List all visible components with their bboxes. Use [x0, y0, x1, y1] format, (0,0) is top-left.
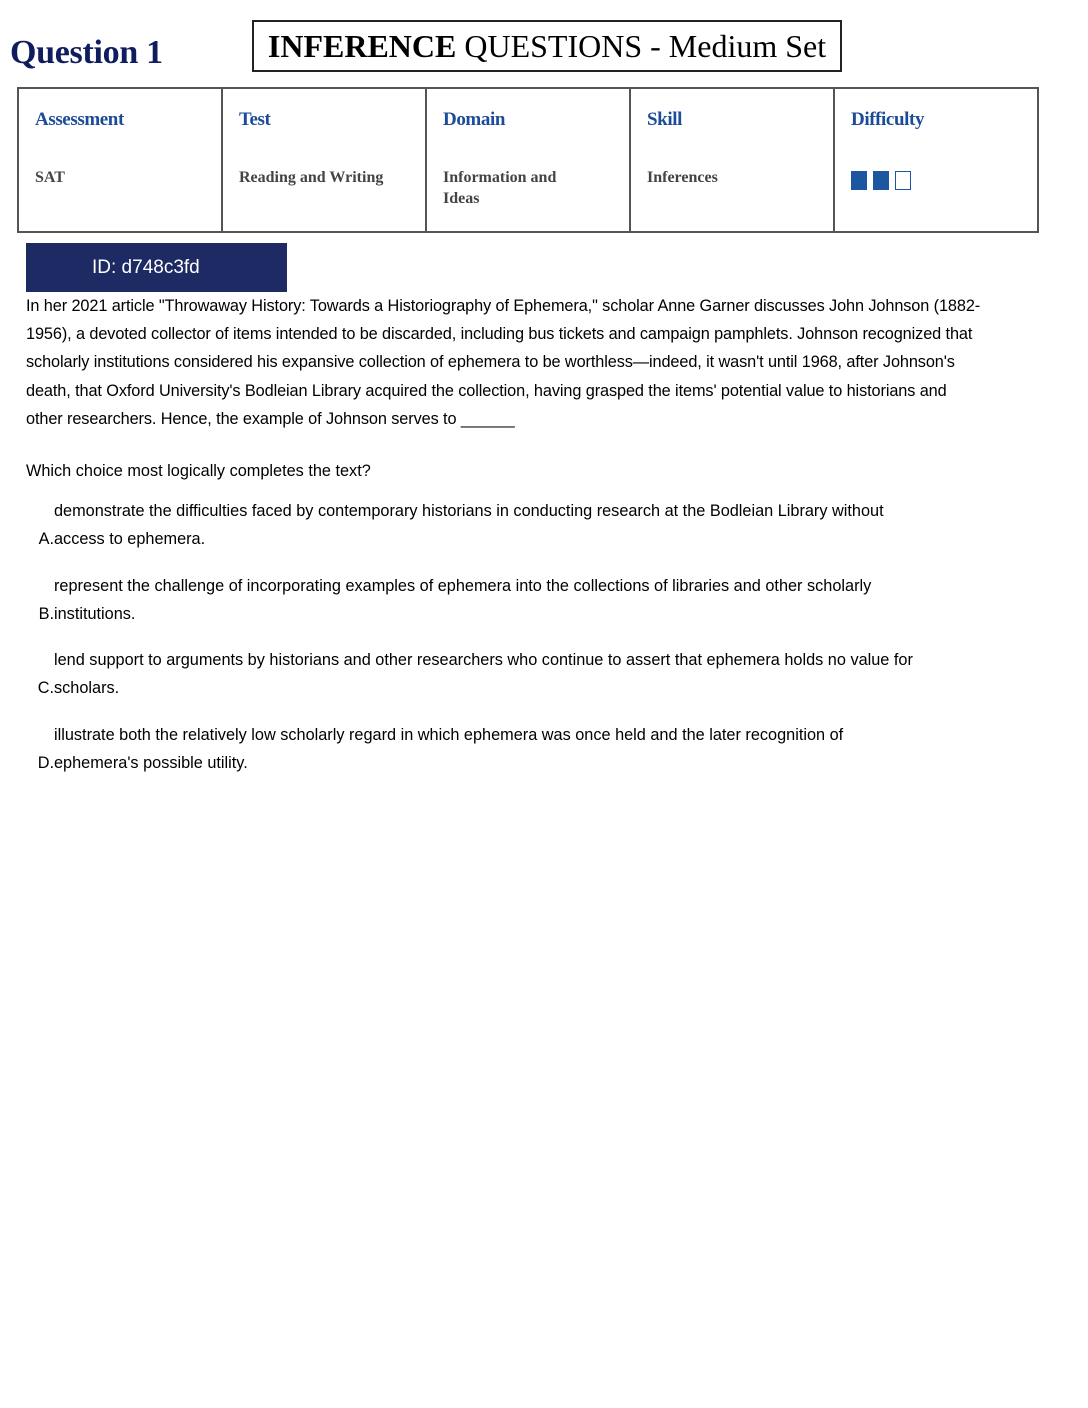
meta-cell-domain	[427, 89, 631, 231]
meta-head-domain: Domain	[443, 109, 505, 130]
choice-c-text-line1: lend support to arguments by historians and other researchers who continue to assert that ephemera holds no value for	[54, 651, 913, 669]
choice-d-text-line1: illustrate both the relatively low scholarly regard in which ephemera was once held and the later recognition of	[54, 726, 844, 744]
difficulty-block-empty	[895, 171, 911, 190]
choice-c[interactable]	[26, 646, 996, 702]
choice-b-text-line2: institutions.	[54, 605, 136, 623]
meta-cell-difficulty	[835, 89, 1037, 231]
set-title-bold: INFERENCE	[267, 28, 457, 64]
choice-b-letter: B.	[38, 605, 54, 623]
meta-head-skill: Skill	[647, 109, 682, 130]
meta-table	[17, 87, 1039, 233]
meta-cell-assessment	[19, 89, 223, 231]
meta-value-assessment: SAT	[35, 169, 65, 186]
choice-c-letter: C.	[37, 679, 54, 697]
meta-value-skill: Inferences	[647, 169, 718, 186]
meta-value-domain: Information and Ideas	[443, 169, 557, 207]
question-title: Question 1	[10, 34, 163, 71]
difficulty-block-filled	[851, 171, 867, 190]
choice-b[interactable]	[26, 572, 996, 628]
meta-head-test: Test	[239, 109, 271, 130]
choice-a-letter: A.	[38, 530, 54, 548]
choice-a-text-line2: access to ephemera.	[54, 530, 206, 548]
question-id-bar: ID: d748c3fd	[26, 243, 287, 292]
choice-c-text-line2: scholars.	[54, 679, 120, 697]
choice-d-text-line2: ephemera's possible utility.	[54, 754, 248, 772]
passage-text: In her 2021 article "Throwaway History: Towards a Historiography of Ephemera," scholar Anne Garner discusses John Johnson (1882-1956), a devoted collector of items intended to be discarded, including bus tickets and campaign pamphlets. Johnson recognized that scholarly institutions considered his expansive collection of ephemera to be worthless—indeed, it wasn't until 1968, after Johnson's death, that Oxford University's Bodleian Library acquired the collection, having grasped the items' potential value to historians and other researchers. Hence, the example of Johnson serves to ______	[26, 297, 981, 428]
choice-b-text-line1: represent the challenge of incorporating examples of ephemera into the collections of libraries and other scholarly	[54, 577, 872, 595]
choice-d-letter: D.	[37, 754, 54, 772]
choice-a-text-line1: demonstrate the difficulties faced by contemporary historians in conducting research at the Bodleian Library without	[54, 502, 884, 520]
choice-a[interactable]	[26, 497, 996, 553]
meta-cell-test	[223, 89, 427, 231]
difficulty-indicator	[851, 171, 1021, 190]
meta-value-test: Reading and Writing	[239, 169, 384, 186]
set-title-box	[252, 20, 842, 72]
meta-head-assessment: Assessment	[35, 109, 124, 130]
set-title-rest: QUESTIONS - Medium Set	[456, 28, 827, 64]
meta-cell-skill	[631, 89, 835, 231]
choice-d[interactable]	[26, 721, 996, 777]
difficulty-block-filled	[873, 171, 889, 190]
question-prompt: Which choice most logically completes the text?	[26, 462, 371, 480]
meta-head-difficulty: Difficulty	[851, 109, 925, 130]
